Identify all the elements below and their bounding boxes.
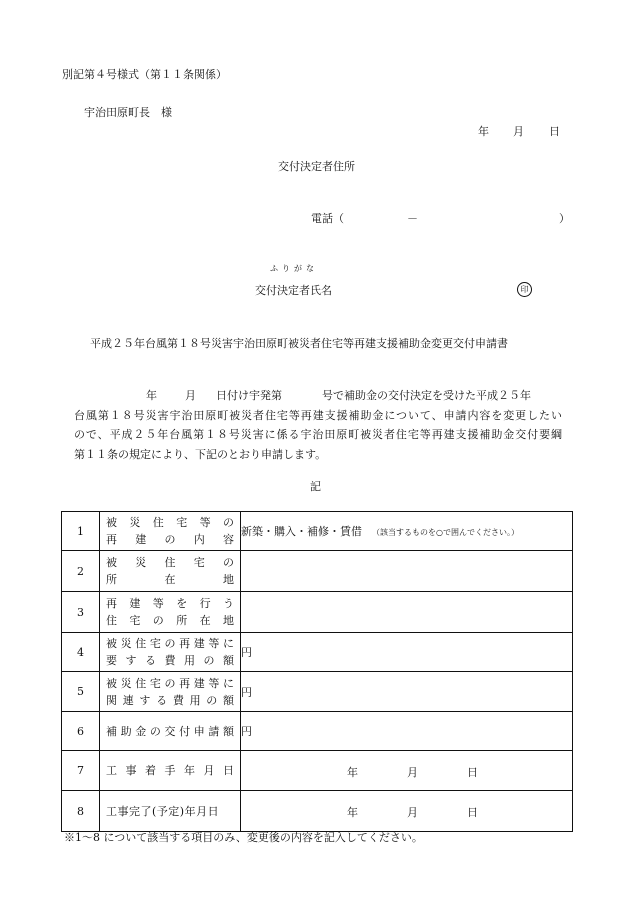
row-label-line: 工事着手年月日 bbox=[106, 764, 234, 777]
row-label-line: 再建等を行う bbox=[106, 597, 234, 610]
row-label-line: 要する費用の額 bbox=[106, 654, 234, 667]
table-row bbox=[62, 633, 573, 672]
application-body bbox=[74, 386, 562, 464]
end-month-label: 月 bbox=[407, 806, 418, 819]
body-line4: 第１１条の規定により、下記のとおり申請します。 bbox=[74, 447, 327, 461]
row-number: 8 bbox=[62, 791, 100, 832]
row-label-line: 工事完了(予定)年月日 bbox=[106, 804, 220, 818]
table-row bbox=[62, 592, 573, 633]
subsidy-amount-field[interactable]: 円 bbox=[241, 712, 573, 751]
row-label bbox=[100, 512, 241, 551]
row-label-line: 所在地 bbox=[106, 573, 234, 586]
row-number: 4 bbox=[62, 633, 100, 672]
end-day-label: 日 bbox=[467, 806, 478, 819]
body-line2: 台風第１８号災害宇治田原町被災者住宅等再建支援補助金について、申請内容を変更したい bbox=[74, 408, 562, 422]
row-label-line: 補助金の交付申請額 bbox=[106, 724, 234, 738]
start-year-label: 年 bbox=[347, 765, 358, 779]
table-row bbox=[62, 791, 573, 832]
phone-close: ） bbox=[559, 212, 570, 225]
form-number: 別記第４号様式（第１１条関係） bbox=[62, 68, 227, 81]
row-label-line: 被災住宅の再建等に bbox=[106, 676, 234, 690]
phone-label: 電話（ bbox=[311, 212, 344, 225]
row-number: 3 bbox=[62, 592, 100, 633]
construction-start-date-field[interactable] bbox=[241, 751, 573, 791]
row-label bbox=[100, 791, 241, 832]
row-number: 5 bbox=[62, 672, 100, 712]
start-day-label: 日 bbox=[467, 765, 478, 779]
furigana-label: ふりがな bbox=[270, 264, 318, 273]
row-label-line: 再建の内容 bbox=[106, 533, 234, 546]
reconstruction-options: 新築・購入・補修・賃借 bbox=[241, 525, 362, 538]
row-label-line: 関連する費用の額 bbox=[106, 693, 234, 707]
row-label-line: 被災住宅等の bbox=[106, 516, 234, 529]
phone-dash: － bbox=[407, 212, 418, 225]
construction-end-date-field[interactable] bbox=[241, 791, 573, 832]
related-cost-field[interactable]: 円 bbox=[241, 672, 573, 712]
end-year-label: 年 bbox=[347, 806, 358, 819]
body-year: 年 bbox=[146, 389, 157, 402]
name-label: 交付決定者氏名 bbox=[255, 284, 332, 297]
row-label-line: 被災住宅の再建等に bbox=[106, 637, 234, 650]
body-line3: ので、平成２５年台風第１８号災害に係る宇治田原町被災者住宅等再建支援補助金交付要綱 bbox=[74, 428, 562, 441]
date-day-label: 日 bbox=[549, 125, 560, 138]
row-label-line: 被災住宅の bbox=[106, 556, 234, 569]
row-label bbox=[100, 592, 241, 633]
damaged-house-location-field[interactable] bbox=[241, 551, 573, 592]
body-rest: 日付け宇発第 bbox=[216, 389, 282, 402]
rebuild-cost-field[interactable]: 円 bbox=[241, 633, 573, 672]
seal-mark: 印 bbox=[517, 282, 532, 297]
rebuild-location-field[interactable] bbox=[241, 592, 573, 633]
table-row bbox=[62, 712, 573, 751]
date-year-label: 年 bbox=[478, 125, 489, 138]
date-month-label: 月 bbox=[513, 125, 524, 138]
table-row bbox=[62, 751, 573, 791]
row-label bbox=[100, 551, 241, 592]
row-label-line: 住宅の所在地 bbox=[106, 614, 234, 627]
addressee: 宇治田原町長 様 bbox=[84, 106, 172, 119]
footnote: ※1～8 について該当する項目のみ、変更後の内容を記入してください。 bbox=[64, 831, 423, 844]
application-table bbox=[61, 511, 573, 832]
row-label bbox=[100, 672, 241, 712]
body-rest2: 号で補助金の交付決定を受けた平成２５年 bbox=[322, 389, 531, 402]
body-month: 月 bbox=[185, 389, 196, 402]
row-label bbox=[100, 751, 241, 791]
row-number: 7 bbox=[62, 751, 100, 791]
row-number: 6 bbox=[62, 712, 100, 751]
table-row bbox=[62, 551, 573, 592]
row-label bbox=[100, 633, 241, 672]
address-label: 交付決定者住所 bbox=[278, 160, 355, 173]
row-label bbox=[100, 712, 241, 751]
ki-heading: 記 bbox=[310, 480, 321, 493]
start-month-label: 月 bbox=[407, 765, 418, 779]
document-title: 平成２５年台風第１８号災害宇治田原町被災者住宅等再建支援補助金変更交付申請書 bbox=[90, 337, 508, 350]
reconstruction-type-field[interactable] bbox=[241, 512, 573, 551]
row-number: 2 bbox=[62, 551, 100, 592]
table-row bbox=[62, 672, 573, 712]
row-number: 1 bbox=[62, 512, 100, 551]
table-row bbox=[62, 512, 573, 551]
reconstruction-note: （該当するものを○で囲んでください。） bbox=[372, 528, 519, 537]
